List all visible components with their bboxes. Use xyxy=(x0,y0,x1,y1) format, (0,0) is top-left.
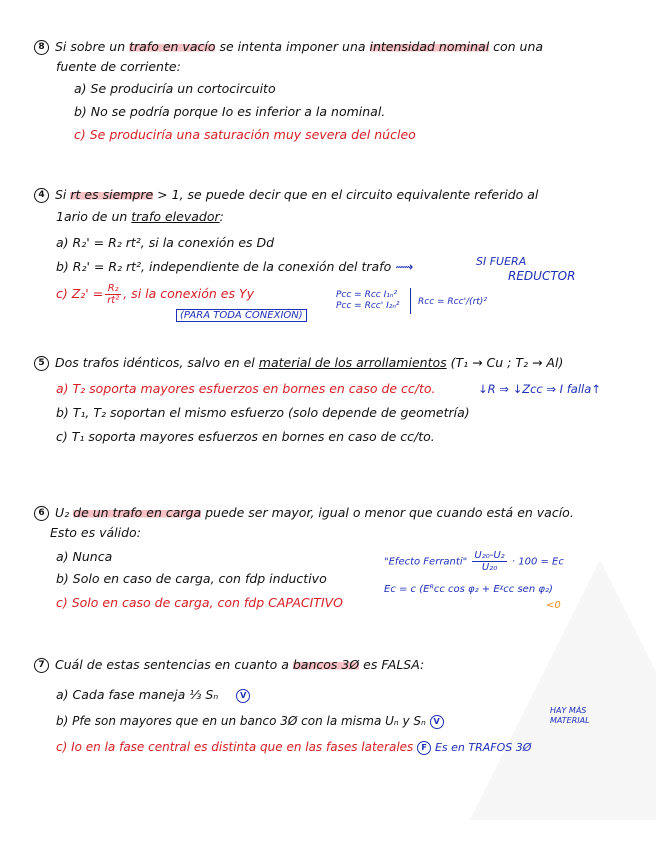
q5-option-c: c) T₁ soporta mayores esfuerzos en bornes en caso de cc/to. xyxy=(56,429,435,444)
q4-formula-rcc: Rcc = Rcc'/(rt)² xyxy=(418,297,487,307)
highlight: rt es siempre xyxy=(70,187,154,202)
q7-option-a: a) Cada fase maneja ⅓ Sₙ V xyxy=(56,686,250,704)
false-mark-icon: F xyxy=(417,741,431,755)
fraction: $\frac{\text{R₂}}{\text{rt²}}$ xyxy=(107,283,120,306)
q4-formulas: Pcc = Rcc I₁ₙ² Pcc = Rcc' I₂ₙ² xyxy=(336,290,400,311)
q8-option-b: b) No se podría porque Io es inferior a la nominal. xyxy=(74,104,386,119)
q7-option-c-note: Es en TRAFOS 3Ø xyxy=(434,741,532,754)
q6-option-c-correct: c) Solo en caso de carga, con fdp CAPACITIVO xyxy=(56,595,343,610)
question-number: 5 xyxy=(34,356,49,371)
true-mark-icon: V xyxy=(430,715,444,729)
question-number: 8 xyxy=(34,40,49,55)
watermark-triangle xyxy=(470,560,656,820)
q7-option-c-correct: c) Io en la fase central es distinta que en las fases laterales F Es en TRAFOS 3Ø xyxy=(56,740,532,754)
q6-note-less-zero: <0 xyxy=(546,600,561,611)
question-4-stem-line2: 1ario de un trafo elevador: xyxy=(56,209,224,224)
question-5-stem: 5 Dos trafos idénticos, salvo en el material de los arrollamientos (T₁ → Cu ; T₂ → Al) xyxy=(34,354,563,372)
arrow-icon: ⟿ xyxy=(395,259,414,274)
q4-note-si-fuera: SI FUERA xyxy=(476,255,527,268)
highlight: intensidad nominal xyxy=(369,39,490,54)
q4-note-reductor: REDUCTOR xyxy=(508,269,576,283)
question-8-stem-line2: fuente de corriente: xyxy=(56,59,181,74)
q5-option-b: b) T₁, T₂ soportan el mismo esfuerzo (solo depende de geometría) xyxy=(56,405,470,420)
question-number: 6 xyxy=(34,506,49,521)
question-4-stem: 4 Si rt es siempre > 1, se puede decir que en el circuito equivalente referido al xyxy=(34,186,538,204)
question-7-stem: 7 Cuál de estas sentencias en cuanto a bancos 3Ø es FALSA: xyxy=(34,656,424,674)
question-number: 4 xyxy=(34,188,49,203)
q4-option-b: b) R₂' = R₂ rt², independiente de la conexión del trafo ⟿ xyxy=(56,259,414,274)
q7-option-b: b) Pfe son mayores que en un banco 3Ø con la misma Uₙ y Sₙ V xyxy=(56,712,444,730)
q4-option-c-correct: c) Z₂' = $\frac{\text{R₂}}{\text{rt²}}$ , si la conexión es Yy xyxy=(56,283,255,306)
true-mark-icon: V xyxy=(236,689,250,703)
q4-boxed-note: (PARA TODA CONEXIÓN) xyxy=(176,310,307,322)
divider-line xyxy=(410,288,411,314)
q7-note-mas-material: HAY MÁS MATERIAL xyxy=(550,706,590,725)
question-6-stem-line2: Esto es válido: xyxy=(50,525,141,540)
fraction: $\frac{\text{U₂₀-U₂}}{\text{U₂₀}}$ xyxy=(474,550,505,573)
q8-option-a: a) Se produciría un cortocircuito xyxy=(74,81,276,96)
q6-note-formula: Ec = c (Eᴿcc cos φ₂ + Eᵡcc sen φ₂) xyxy=(384,584,553,595)
q5-option-a-note: ↓R ⇒ ↓Zcc ⇒ I falla↑ xyxy=(478,382,601,396)
q6-option-a: a) Nunca xyxy=(56,549,113,564)
highlight: de un trafo en carga xyxy=(73,505,202,520)
question-number: 7 xyxy=(34,658,49,673)
q8-option-c-correct: c) Se produciría una saturación muy severa del núcleo xyxy=(74,127,416,142)
q6-option-b: b) Solo en caso de carga, con fdp inductivo xyxy=(56,571,327,586)
highlight: bancos 3Ø xyxy=(292,657,360,672)
q6-note-title: "Efecto Ferranti" $\frac{\text{U₂₀-U₂}}{\text{U₂₀}}$ · 100 = Ec xyxy=(384,550,564,573)
q4-option-a: a) R₂' = R₂ rt², si la conexión es Dd xyxy=(56,235,275,250)
highlight: trafo en vacío xyxy=(129,39,216,54)
q5-option-a-correct: a) T₂ soporta mayores esfuerzos en bornes en caso de cc/to. xyxy=(56,381,436,396)
question-8-stem: 8 Si sobre un trafo en vacío se intenta imponer una intensidad nominal con una xyxy=(34,38,543,56)
question-6-stem: 6 U₂ de un trafo en carga puede ser mayor, igual o menor que cuando está en vacío. xyxy=(34,504,574,522)
